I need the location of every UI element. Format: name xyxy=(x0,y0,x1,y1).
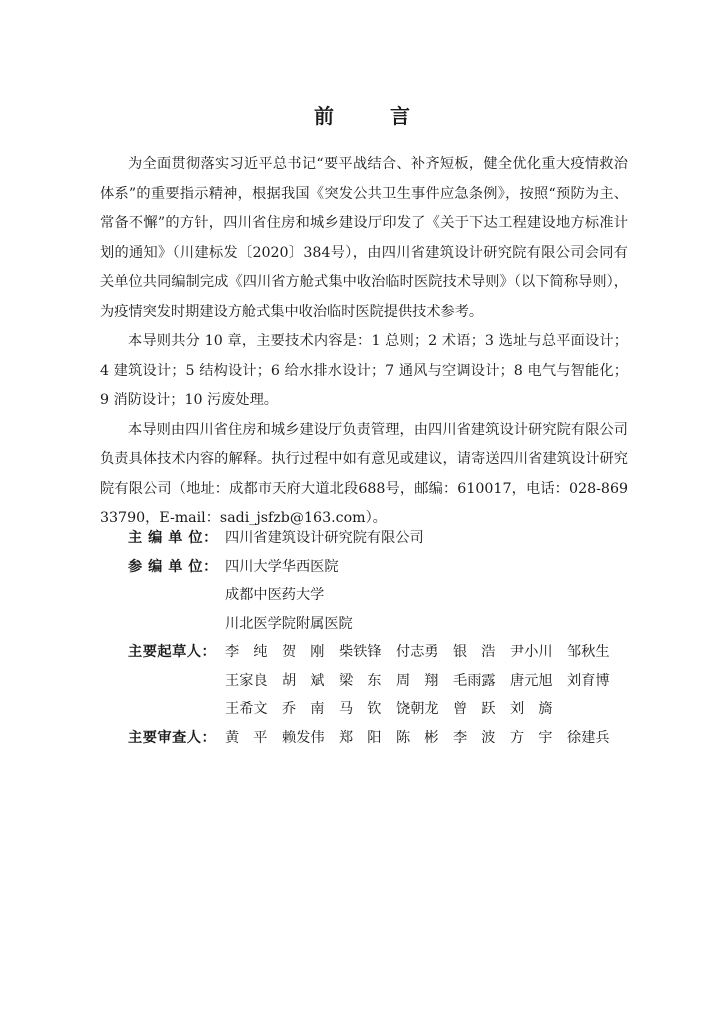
chief-unit-name: 四川省建筑设计研究院有限公司 xyxy=(225,530,424,546)
reviewers-row xyxy=(128,724,624,753)
person-name: 尹小川 xyxy=(510,644,553,660)
person-name: 黄平 xyxy=(225,729,282,746)
person-name: 曾跃 xyxy=(453,701,510,717)
drafters-row xyxy=(128,638,624,724)
person-name: 胡斌 xyxy=(282,672,339,689)
person-name: 王家良 xyxy=(225,672,268,689)
person-name: 银浩 xyxy=(453,644,510,660)
person-name: 李纯 xyxy=(225,644,282,660)
person-name: 乔南 xyxy=(282,701,339,717)
participating-unit: 四川大学华西医院 xyxy=(225,558,339,575)
reviewers-values xyxy=(225,724,624,753)
credits-section xyxy=(128,524,624,752)
person-name: 赖发伟 xyxy=(282,729,325,746)
participating-unit: 川北医学院附属医院 xyxy=(225,615,353,632)
person-name: 王希文 xyxy=(225,701,268,717)
person-name: 饶朝龙 xyxy=(396,701,439,717)
person-name: 方宇 xyxy=(510,729,567,746)
reviewer-name-list xyxy=(225,724,624,753)
person-name: 陈彬 xyxy=(396,729,453,746)
page-title: 前 言 xyxy=(314,104,428,128)
preface-body xyxy=(100,150,628,534)
person-name: 郑阳 xyxy=(339,729,396,746)
participating-unit: 成都中医药大学 xyxy=(225,587,325,603)
paragraph-management: 本导则由四川省住房和城乡建设厅负责管理，由四川省建筑设计研究院有限公司负责具体技术内容的解释。执行过程中如有意见或建议，请寄送四川省建筑设计研究院有限公司（地址：成都市天府大道北段688号，邮编：610017，电话：028-86933790，E-mail：sadi_jsfzb@163.com）。 xyxy=(100,421,628,526)
chief-unit-values xyxy=(225,524,424,553)
person-name: 贺刚 xyxy=(282,644,339,660)
reviewers-label: 主要审查人： xyxy=(128,729,217,746)
drafters-label: 主要起草人： xyxy=(128,644,217,660)
person-name: 李波 xyxy=(453,729,510,746)
participating-units-label: 参 编 单 位： xyxy=(128,558,218,575)
person-name: 刘育博 xyxy=(567,672,610,689)
person-name: 邹秋生 xyxy=(567,644,610,660)
chief-unit-label: 主 编 单 位： xyxy=(128,530,218,546)
person-name: 周翔 xyxy=(396,672,453,689)
drafter-name-list xyxy=(225,638,624,724)
person-name: 马钦 xyxy=(339,701,396,717)
person-name: 付志勇 xyxy=(396,644,439,660)
participating-units-row xyxy=(128,553,624,639)
person-name: 刘旖 xyxy=(510,701,567,717)
person-name: 唐元旭 xyxy=(510,672,553,689)
chief-unit-row xyxy=(128,524,624,553)
participating-units-values xyxy=(225,553,353,639)
drafters-values xyxy=(225,638,624,724)
person-name: 柴铁锋 xyxy=(339,644,382,660)
paragraph-background: 为全面贯彻落实习近平总书记“要平战结合、补齐短板，健全优化重大疫情救治体系”的重要指示精神，根据我国《突发公共卫生事件应急条例》，按照“预防为主、常备不懈”的方针，四川省住房和城乡建设厅印发了《关于下达工程建设地方标准计划的通知》（川建标发〔2020〕384号），由四川省建筑设计研究院有限公司会同有关单位共同编制完成《四川省方舱式集中收治临时医院技术导则》（以下简称导则），为疫情突发时期建设方舱式集中收治临时医院提供技术参考。 xyxy=(100,156,628,320)
person-name: 徐建兵 xyxy=(567,729,610,746)
paragraph-contents: 本导则共分 10 章，主要技术内容是：1 总则；2 术语；3 选址与总平面设计；4 建筑设计；5 结构设计；6 给水排水设计；7 通风与空调设计；8 电气与智能化；9 消防设计；10 污废处理。 xyxy=(100,333,628,408)
person-name: 毛雨露 xyxy=(453,672,496,689)
person-name: 梁东 xyxy=(339,672,396,689)
